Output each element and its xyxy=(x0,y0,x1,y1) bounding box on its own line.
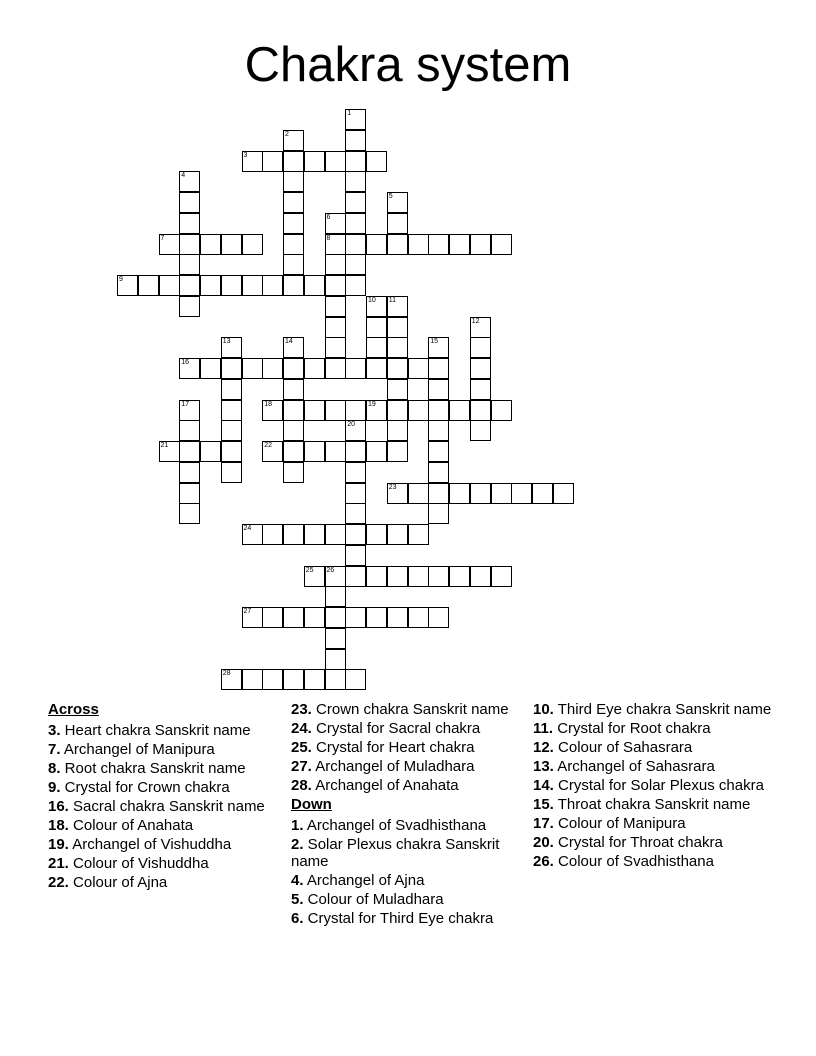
grid-cell[interactable] xyxy=(325,586,346,607)
grid-cell[interactable] xyxy=(408,400,429,421)
grid-cell[interactable] xyxy=(366,317,387,338)
clue-item-text: Crystal for Throat chakra xyxy=(553,834,723,851)
grid-cell[interactable] xyxy=(345,503,366,524)
grid-cell[interactable] xyxy=(283,420,304,441)
clue-item xyxy=(533,834,773,851)
grid-cell[interactable] xyxy=(283,213,304,234)
grid-cell[interactable] xyxy=(345,566,366,587)
clue-item-text: Archangel of Ajna xyxy=(303,872,425,889)
clue-item xyxy=(48,817,288,834)
clue-item xyxy=(291,720,531,737)
grid-cell[interactable] xyxy=(470,379,491,400)
clue-number: 24 xyxy=(243,525,252,532)
grid-cell[interactable] xyxy=(408,607,429,628)
clue-item-number: 9. xyxy=(48,779,61,796)
clue-number: 21 xyxy=(160,442,169,449)
grid-cell[interactable] xyxy=(408,234,429,255)
grid-cell[interactable] xyxy=(262,275,283,296)
clue-item-number: 15. xyxy=(533,796,554,813)
clue-item-text: Colour of Anahata xyxy=(68,817,194,834)
grid-cell[interactable] xyxy=(366,296,387,317)
grid-cell[interactable] xyxy=(325,607,346,628)
grid-cell[interactable] xyxy=(491,566,512,587)
grid-cell[interactable] xyxy=(283,234,304,255)
grid-cell[interactable] xyxy=(221,441,242,462)
grid-cell[interactable] xyxy=(553,483,574,504)
grid-cell[interactable] xyxy=(325,296,346,317)
clue-number: 17 xyxy=(181,400,190,408)
grid-cell[interactable] xyxy=(428,358,449,379)
grid-cell[interactable] xyxy=(470,483,491,504)
clue-item-number: 21. xyxy=(48,855,69,872)
clue-item xyxy=(533,720,773,737)
grid-cell[interactable] xyxy=(491,483,512,504)
grid-cell[interactable] xyxy=(221,337,242,358)
grid-cell[interactable] xyxy=(221,400,242,421)
grid-cell[interactable] xyxy=(221,420,242,441)
clue-item-text: Crystal for Third Eye chakra xyxy=(303,910,494,927)
grid-cell[interactable] xyxy=(325,524,346,545)
grid-cell[interactable] xyxy=(283,151,304,172)
grid-cell[interactable] xyxy=(304,358,325,379)
grid-cell[interactable] xyxy=(366,566,387,587)
grid-cell[interactable] xyxy=(179,462,200,483)
grid-cell[interactable] xyxy=(325,213,346,234)
grid-cell[interactable] xyxy=(366,607,387,628)
clue-item xyxy=(291,817,531,834)
clue-column-3 xyxy=(533,701,773,872)
clue-item-text: Crystal for Heart chakra xyxy=(311,739,475,756)
grid-cell[interactable] xyxy=(428,337,449,358)
grid-cell[interactable] xyxy=(283,337,304,358)
grid-cell[interactable] xyxy=(387,483,408,504)
grid-cell[interactable] xyxy=(325,254,346,275)
grid-cell[interactable] xyxy=(262,607,283,628)
grid-cell[interactable] xyxy=(345,234,366,255)
clue-item xyxy=(291,777,531,794)
clue-number: 23 xyxy=(388,483,397,491)
grid-cell[interactable] xyxy=(325,234,346,255)
grid-cell[interactable] xyxy=(428,379,449,400)
clue-item-text: Crystal for Solar Plexus chakra xyxy=(553,777,764,794)
grid-cell[interactable] xyxy=(387,379,408,400)
grid-cell[interactable] xyxy=(283,669,304,690)
grid-cell[interactable] xyxy=(325,317,346,338)
clue-item-text: Archangel of Manipura xyxy=(60,741,215,758)
clue-number: 16 xyxy=(181,359,190,366)
grid-cell[interactable] xyxy=(387,296,408,317)
grid-cell[interactable] xyxy=(325,151,346,172)
grid-cell[interactable] xyxy=(262,400,283,421)
clue-item-text: Colour of Manipura xyxy=(553,815,686,832)
grid-cell[interactable] xyxy=(345,109,366,130)
grid-cell[interactable] xyxy=(179,213,200,234)
grid-cell[interactable] xyxy=(511,483,532,504)
grid-cell[interactable] xyxy=(470,317,491,338)
grid-cell[interactable] xyxy=(304,275,325,296)
grid-cell[interactable] xyxy=(200,275,221,296)
grid-cell[interactable] xyxy=(428,400,449,421)
grid-cell[interactable] xyxy=(325,649,346,670)
clue-item xyxy=(291,758,531,775)
grid-cell[interactable] xyxy=(325,441,346,462)
grid-cell[interactable] xyxy=(262,524,283,545)
clue-item-number: 16. xyxy=(48,798,69,815)
clue-item-number: 18. xyxy=(48,817,69,834)
clue-number: 28 xyxy=(222,670,231,678)
clue-item-number: 25. xyxy=(291,739,312,756)
clue-item-number: 2. xyxy=(291,836,304,853)
grid-cell[interactable] xyxy=(200,441,221,462)
grid-cell[interactable] xyxy=(470,566,491,587)
grid-cell[interactable] xyxy=(304,669,325,690)
clue-item xyxy=(48,836,288,853)
grid-cell[interactable] xyxy=(387,524,408,545)
grid-cell[interactable] xyxy=(179,275,200,296)
clue-item-text: Crystal for Sacral chakra xyxy=(311,720,481,737)
clue-item-text: Archangel of Vishuddha xyxy=(68,836,232,853)
grid-cell[interactable] xyxy=(179,254,200,275)
grid-cell[interactable] xyxy=(428,503,449,524)
clue-number: 14 xyxy=(285,338,293,346)
grid-cell[interactable] xyxy=(345,130,366,151)
grid-cell[interactable] xyxy=(138,275,159,296)
clue-item xyxy=(48,779,288,796)
grid-cell[interactable] xyxy=(283,358,304,379)
clue-item xyxy=(533,796,773,813)
grid-cell[interactable] xyxy=(283,254,304,275)
grid-cell[interactable] xyxy=(345,358,366,379)
clue-item-number: 24. xyxy=(291,720,312,737)
clue-number: 15 xyxy=(430,338,439,346)
grid-cell[interactable] xyxy=(470,358,491,379)
grid-cell[interactable] xyxy=(159,441,180,462)
grid-cell[interactable] xyxy=(242,234,263,255)
grid-cell[interactable] xyxy=(242,524,263,545)
grid-cell[interactable] xyxy=(221,275,242,296)
grid-cell[interactable] xyxy=(366,337,387,358)
clue-number: 10 xyxy=(368,296,376,304)
grid-cell[interactable] xyxy=(221,358,242,379)
grid-cell[interactable] xyxy=(345,441,366,462)
grid-cell[interactable] xyxy=(408,483,429,504)
grid-cell[interactable] xyxy=(304,441,325,462)
grid-cell[interactable] xyxy=(304,151,325,172)
grid-cell[interactable] xyxy=(387,317,408,338)
clue-item xyxy=(48,855,288,872)
grid-cell[interactable] xyxy=(387,566,408,587)
clue-number: 6 xyxy=(326,213,331,221)
grid-cell[interactable] xyxy=(345,171,366,192)
clue-number: 26 xyxy=(326,566,335,574)
grid-cell[interactable] xyxy=(304,607,325,628)
clue-item xyxy=(291,739,531,756)
grid-cell[interactable] xyxy=(428,234,449,255)
grid-cell[interactable] xyxy=(387,400,408,421)
grid-cell[interactable] xyxy=(179,171,200,192)
grid-cell[interactable] xyxy=(283,171,304,192)
clue-item xyxy=(291,836,531,870)
grid-cell[interactable] xyxy=(345,151,366,172)
grid-cell[interactable] xyxy=(387,420,408,441)
grid-cell[interactable] xyxy=(449,234,470,255)
grid-cell[interactable] xyxy=(242,151,263,172)
clue-item xyxy=(291,910,531,927)
grid-cell[interactable] xyxy=(283,607,304,628)
grid-cell[interactable] xyxy=(345,483,366,504)
grid-cell[interactable] xyxy=(325,358,346,379)
clue-item xyxy=(48,722,288,739)
clue-number: 5 xyxy=(388,193,393,200)
grid-cell[interactable] xyxy=(325,400,346,421)
grid-cell[interactable] xyxy=(366,441,387,462)
grid-cell[interactable] xyxy=(366,524,387,545)
grid-cell[interactable] xyxy=(470,420,491,441)
grid-cell[interactable] xyxy=(408,566,429,587)
grid-cell[interactable] xyxy=(262,669,283,690)
clue-item-number: 14. xyxy=(533,777,554,794)
clue-item-text: Root chakra Sanskrit name xyxy=(60,760,246,777)
grid-cell[interactable] xyxy=(387,441,408,462)
clue-number: 3 xyxy=(243,151,248,159)
clue-item-number: 27. xyxy=(291,758,312,775)
clue-number: 4 xyxy=(181,172,186,180)
clue-number: 22 xyxy=(264,442,273,449)
clue-number: 11 xyxy=(388,296,397,304)
clue-number: 7 xyxy=(160,234,165,242)
clue-item-number: 26. xyxy=(533,853,554,870)
clue-number: 2 xyxy=(285,130,289,138)
grid-cell[interactable] xyxy=(325,275,346,296)
grid-cell[interactable] xyxy=(387,213,408,234)
grid-cell[interactable] xyxy=(262,151,283,172)
clue-item-text: Heart chakra Sanskrit name xyxy=(60,722,251,739)
across-heading: Across xyxy=(48,701,99,718)
clue-item xyxy=(291,872,531,889)
puzzle-title: Chakra system xyxy=(244,38,572,92)
clue-item-number: 4. xyxy=(291,872,304,889)
grid-cell[interactable] xyxy=(449,400,470,421)
grid-cell[interactable] xyxy=(179,296,200,317)
grid-cell[interactable] xyxy=(200,234,221,255)
grid-cell[interactable] xyxy=(179,483,200,504)
clue-item-text: Solar Plexus chakra Sanskrit name xyxy=(291,836,500,870)
clue-item xyxy=(48,798,288,815)
grid-cell[interactable] xyxy=(366,151,387,172)
clue-item-text: Archangel of Svadhisthana xyxy=(303,817,487,834)
grid-cell[interactable] xyxy=(221,379,242,400)
grid-cell[interactable] xyxy=(283,275,304,296)
clue-item-text: Crown chakra Sanskrit name xyxy=(311,701,509,718)
grid-cell[interactable] xyxy=(470,400,491,421)
grid-cell[interactable] xyxy=(345,420,366,441)
grid-cell[interactable] xyxy=(491,400,512,421)
grid-cell[interactable] xyxy=(428,462,449,483)
clue-item-text: Archangel of Sahasrara xyxy=(553,758,715,775)
clue-item-number: 17. xyxy=(533,815,554,832)
grid-cell[interactable] xyxy=(428,607,449,628)
clue-item-text: Colour of Ajna xyxy=(68,874,168,891)
grid-cell[interactable] xyxy=(304,524,325,545)
grid-cell[interactable] xyxy=(345,669,366,690)
clue-number: 25 xyxy=(305,566,314,574)
grid-cell[interactable] xyxy=(325,337,346,358)
grid-cell[interactable] xyxy=(428,483,449,504)
grid-cell[interactable] xyxy=(179,441,200,462)
grid-cell[interactable] xyxy=(449,566,470,587)
grid-cell[interactable] xyxy=(179,234,200,255)
clue-item xyxy=(533,777,773,794)
clue-item-text: Crystal for Crown chakra xyxy=(60,779,230,796)
clue-item-number: 6. xyxy=(291,910,304,927)
clue-item-text: Colour of Vishuddha xyxy=(68,855,209,872)
grid-cell[interactable] xyxy=(325,669,346,690)
grid-cell[interactable] xyxy=(387,192,408,213)
clue-number: 8 xyxy=(326,234,331,242)
grid-cell[interactable] xyxy=(345,545,366,566)
grid-cell[interactable] xyxy=(179,358,200,379)
grid-cell[interactable] xyxy=(221,234,242,255)
grid-cell[interactable] xyxy=(366,400,387,421)
clue-item-number: 5. xyxy=(291,891,304,908)
clue-number: 19 xyxy=(368,400,376,408)
grid-cell[interactable] xyxy=(428,566,449,587)
grid-cell[interactable] xyxy=(283,192,304,213)
grid-cell[interactable] xyxy=(366,358,387,379)
clue-item xyxy=(533,853,773,870)
clue-number: 18 xyxy=(264,400,273,408)
grid-cell[interactable] xyxy=(179,192,200,213)
clue-item-number: 7. xyxy=(48,741,61,758)
down-heading: Down xyxy=(291,796,332,813)
grid-cell[interactable] xyxy=(242,358,263,379)
clue-item xyxy=(291,891,531,908)
clue-item xyxy=(48,741,288,758)
grid-cell[interactable] xyxy=(408,524,429,545)
grid-cell[interactable] xyxy=(491,234,512,255)
grid-cell[interactable] xyxy=(304,400,325,421)
grid-cell[interactable] xyxy=(304,566,325,587)
clue-item-text: Colour of Svadhisthana xyxy=(553,853,714,870)
grid-cell[interactable] xyxy=(262,358,283,379)
grid-cell[interactable] xyxy=(345,275,366,296)
grid-cell[interactable] xyxy=(283,130,304,151)
grid-cell[interactable] xyxy=(242,669,263,690)
grid-cell[interactable] xyxy=(470,234,491,255)
clue-number: 13 xyxy=(222,338,231,346)
clue-item xyxy=(533,815,773,832)
grid-cell[interactable] xyxy=(345,524,366,545)
grid-cell[interactable] xyxy=(428,441,449,462)
grid-cell[interactable] xyxy=(242,275,263,296)
grid-cell[interactable] xyxy=(221,462,242,483)
clue-item-number: 13. xyxy=(533,758,554,775)
grid-cell[interactable] xyxy=(387,234,408,255)
grid-cell[interactable] xyxy=(345,213,366,234)
clue-number: 27 xyxy=(243,608,252,615)
grid-cell[interactable] xyxy=(200,358,221,379)
clue-item-number: 20. xyxy=(533,834,554,851)
grid-cell[interactable] xyxy=(345,607,366,628)
clue-number: 12 xyxy=(471,317,480,325)
clue-item-text: Throat chakra Sanskrit name xyxy=(553,796,751,813)
grid-cell[interactable] xyxy=(366,234,387,255)
grid-cell[interactable] xyxy=(179,420,200,441)
clue-item-number: 12. xyxy=(533,739,554,756)
grid-cell[interactable] xyxy=(283,379,304,400)
clue-item xyxy=(533,739,773,756)
grid-cell[interactable] xyxy=(159,275,180,296)
grid-cell[interactable] xyxy=(532,483,553,504)
clue-item-number: 3. xyxy=(48,722,61,739)
clue-item-number: 23. xyxy=(291,701,312,718)
clue-item-text: Archangel of Muladhara xyxy=(311,758,475,775)
grid-cell[interactable] xyxy=(262,441,283,462)
clue-item-number: 19. xyxy=(48,836,69,853)
clue-item xyxy=(48,760,288,777)
clue-item xyxy=(533,758,773,775)
clue-item-number: 1. xyxy=(291,817,304,834)
clue-item-text: Archangel of Anahata xyxy=(311,777,459,794)
grid-cell[interactable] xyxy=(221,669,242,690)
grid-cell[interactable] xyxy=(325,628,346,649)
clue-number: 9 xyxy=(119,276,123,283)
grid-cell[interactable] xyxy=(283,400,304,421)
grid-cell[interactable] xyxy=(408,358,429,379)
clue-item xyxy=(533,701,773,718)
clue-number: 20 xyxy=(347,421,356,429)
grid-cell[interactable] xyxy=(387,607,408,628)
grid-cell[interactable] xyxy=(179,503,200,524)
grid-cell[interactable] xyxy=(345,192,366,213)
clue-column-2 xyxy=(291,701,531,929)
grid-cell[interactable] xyxy=(428,420,449,441)
clue-item-number: 22. xyxy=(48,874,69,891)
clue-item xyxy=(291,701,531,718)
grid-cell[interactable] xyxy=(387,337,408,358)
grid-cell[interactable] xyxy=(283,441,304,462)
clue-item-text: Colour of Sahasrara xyxy=(553,739,693,756)
clue-column-1 xyxy=(48,701,288,893)
clue-item-number: 10. xyxy=(533,701,554,718)
clue-item-number: 11. xyxy=(533,720,554,737)
clue-item-number: 8. xyxy=(48,760,61,777)
grid-cell[interactable] xyxy=(345,254,366,275)
clue-item-text: Crystal for Root chakra xyxy=(553,720,711,737)
clue-number: 1 xyxy=(347,110,352,117)
grid-cell[interactable] xyxy=(283,462,304,483)
grid-cell[interactable] xyxy=(242,607,263,628)
grid-cell[interactable] xyxy=(449,483,470,504)
clue-item-text: Colour of Muladhara xyxy=(303,891,444,908)
grid-cell[interactable] xyxy=(345,400,366,421)
grid-cell[interactable] xyxy=(387,358,408,379)
grid-cell[interactable] xyxy=(345,462,366,483)
grid-cell[interactable] xyxy=(325,566,346,587)
clue-item-text: Sacral chakra Sanskrit name xyxy=(68,798,265,815)
grid-cell[interactable] xyxy=(179,400,200,421)
grid-cell[interactable] xyxy=(117,275,138,296)
clue-item-number: 28. xyxy=(291,777,312,794)
grid-cell[interactable] xyxy=(159,234,180,255)
clue-item xyxy=(48,874,288,891)
grid-cell[interactable] xyxy=(283,524,304,545)
grid-cell[interactable] xyxy=(470,337,491,358)
clue-item-text: Third Eye chakra Sanskrit name xyxy=(553,701,772,718)
